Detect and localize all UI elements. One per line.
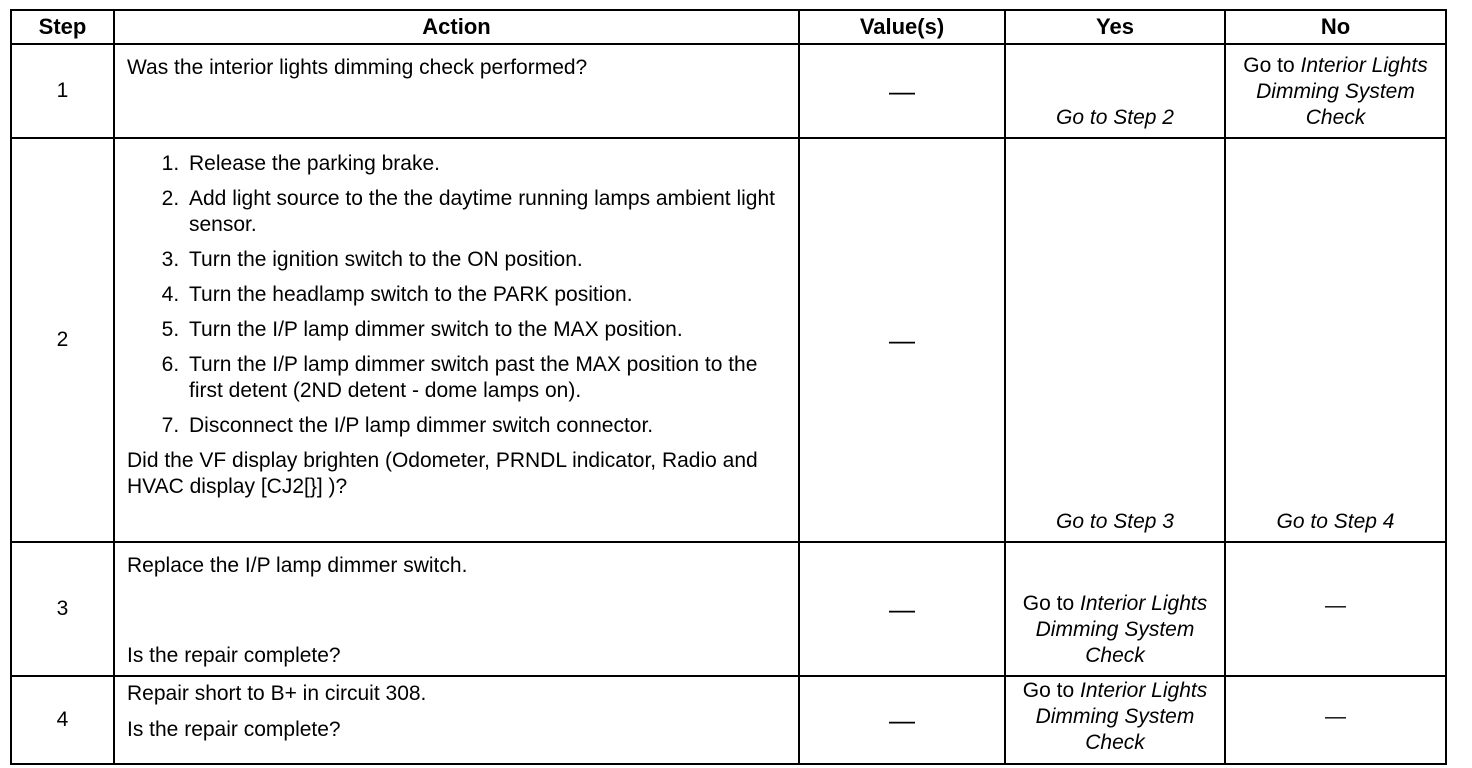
yes-prefix: Go to [1022,679,1080,702]
action-cell [114,676,799,764]
header-row [11,10,1446,44]
header-no: No [1225,10,1446,44]
yes-cell [1005,138,1225,542]
no-link[interactable]: Interior Lights Dimming System Check [1256,54,1428,129]
yes-link[interactable]: Go to Step 3 [1056,510,1174,533]
header-values: Value(s) [799,10,1005,44]
no-cell [1225,44,1446,138]
list-item: 2. Add light source to the the daytime running lamps ambient light sensor. [185,186,786,238]
no-link[interactable]: Go to Step 4 [1276,510,1395,533]
action-instruction: Replace the I/P lamp dimmer switch. [127,554,468,577]
yes-link[interactable]: Go to Step 2 [1056,106,1174,129]
action-question: Was the interior lights dimming check performed? [127,56,588,79]
step-number: 4 [11,676,114,764]
no-link: — [1325,594,1346,617]
step-number: 3 [11,542,114,676]
table-row-step-1 [11,44,1446,138]
no-cell [1225,138,1446,542]
list-item: 7. Disconnect the I/P lamp dimmer switch connector. [185,413,786,439]
list-item: 6. Turn the I/P lamp dimmer switch past the MAX position to the first detent (2ND detent - dome lamps on). [185,352,786,404]
procedure-list [127,151,786,439]
action-question: Is the repair complete? [127,718,341,741]
yes-link[interactable]: Interior Lights Dimming System Check [1035,592,1208,667]
diagnostic-table [10,9,1447,765]
action-question: Did the VF display brighten (Odometer, PRNDL indicator, Radio and HVAC display [CJ2[}] )? [127,449,758,498]
action-instruction: Repair short to B+ in circuit 308. [127,682,427,705]
action-cell [114,44,799,138]
table-row-step-2 [11,138,1446,542]
step-number: 1 [11,44,114,138]
no-prefix: Go to [1243,54,1301,77]
value-cell: — [799,542,1005,676]
list-item: 1. Release the parking brake. [185,151,786,177]
yes-link[interactable]: Interior Lights Dimming System Check [1035,679,1208,754]
action-cell [114,542,799,676]
value-cell: — [799,138,1005,542]
yes-prefix: Go to [1022,592,1080,615]
no-cell [1225,676,1446,764]
step-number: 2 [11,138,114,542]
header-step: Step [11,10,114,44]
list-item: 4. Turn the headlamp switch to the PARK position. [185,282,786,308]
no-link: — [1325,705,1346,728]
no-cell [1225,542,1446,676]
list-item: 5. Turn the I/P lamp dimmer switch to the MAX position. [185,317,786,343]
yes-cell [1005,44,1225,138]
table-row-step-4 [11,676,1446,764]
header-yes: Yes [1005,10,1225,44]
value-cell: — [799,44,1005,138]
value-cell: — [799,676,1005,764]
yes-cell [1005,676,1225,764]
action-question: Is the repair complete? [127,644,341,667]
list-item: 3. Turn the ignition switch to the ON position. [185,247,786,273]
action-cell [114,138,799,542]
table-row-step-3 [11,542,1446,676]
yes-cell [1005,542,1225,676]
header-action: Action [114,10,799,44]
